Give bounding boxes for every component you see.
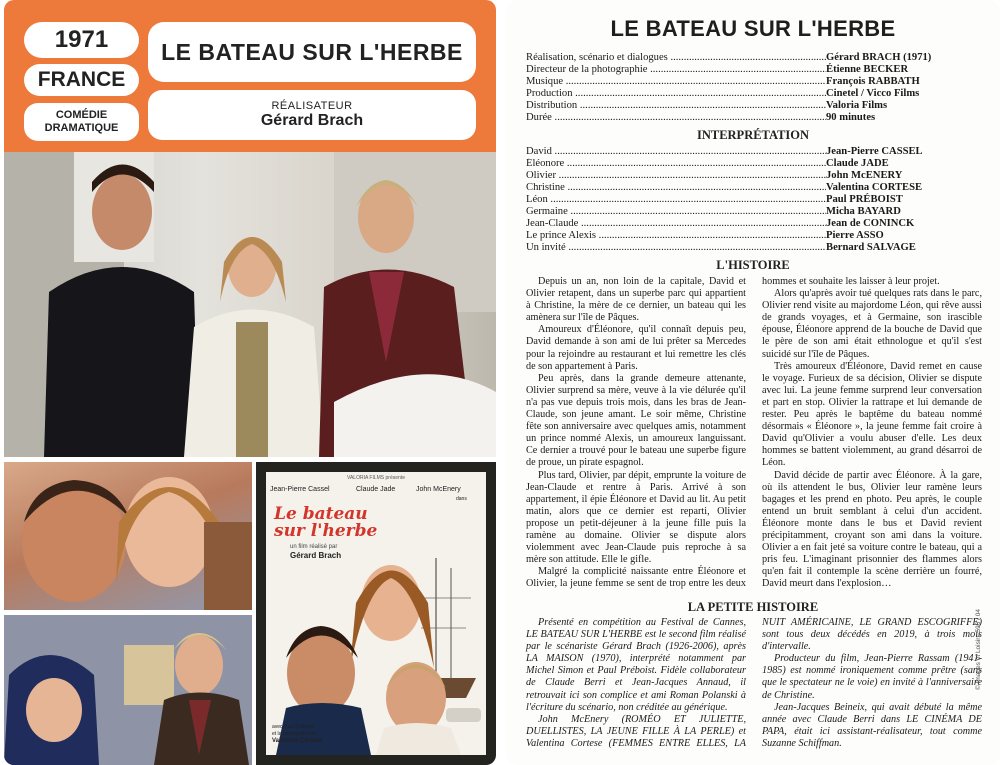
credit-role: Directeur de la photographie ..... [526, 64, 826, 76]
cast-role: Léon ..... [526, 194, 826, 206]
film-card-back [506, 0, 1000, 765]
cast-row [526, 230, 982, 242]
cast-role: Le prince Alexis ..... [526, 230, 826, 242]
story-paragraph: Peu après, dans la grande demeure attenante, Olivier surprend sa mère, veuve à la vie délurée qu'il n'a pas vue depuis trois mois, dans les bras de Jean-Claude, son jeune amant. Le soir même, Christine fête son anniversaire avec quelques amis, notamment un prince nommé Alexis, un amoureux languissant. Ce dernier a trouvé pour le bateau une superbe figure de proue, un pirate espagnol. [526, 372, 746, 469]
cast-row [526, 206, 982, 218]
trivia-paragraph: Producteur du film, Jean-Pierre Rassam (1941-1985) est nommé ironiquement comme prêtre (sans que le spectateur ne le voie) en invité à l'anniversaire de Christine. [762, 653, 982, 701]
film-still-couple-illustration [4, 462, 252, 610]
trivia-paragraph: John McEnery (ROMÉO ET JULIETTE, DUELLISTES, LA JEUNE FILLE À LA PERLE) et Valentina Cortese (FEMMES ENTRE ELLES, LA NUIT AMÉRICAINE, LE GRAND ESCOGRIFFE) sont tous deux décédés en 2019, à trois mois d'intervalle. [526, 617, 982, 749]
film-still-main [4, 152, 496, 457]
cast-actor: Bernard SALVAGE [826, 242, 916, 253]
poster-bottom-2: et la participation de [272, 731, 317, 737]
cast-actor: Pierre ASSO [826, 230, 884, 241]
poster-actor-2: Claude Jade [356, 486, 396, 493]
cast-role: Jean-Claude ..... [526, 218, 826, 230]
poster-banner: VALORIA FILMS présente [347, 475, 405, 481]
film-still-scarf-illustration [4, 615, 252, 765]
cast-role: David ..... [526, 146, 826, 158]
credit-name: Étienne BECKER [826, 64, 909, 75]
poster-title: Le bateau sur l'herbe [274, 504, 378, 541]
film-card-front [4, 0, 496, 765]
poster-director: Gérard Brach [290, 551, 342, 560]
story-paragraph: Plus tard, Olivier, par dépit, emprunte la voiture de Jean-Claude et rentre à Paris. Arrivé à son appartement, il épie Éléonore et David au lit. Au petit matin, alors que ce dernier est reparti, Olivier propose un petit-déjeuner à la jeune fille puis la ramène au domaine. Olivier se dispute alors violemment avec Jean-Claude puis reproche à sa mère son attitude. Elle le gifle. [526, 469, 746, 566]
credit-name: Valoria Films [826, 100, 888, 111]
credit-role: Durée ..... [526, 112, 826, 124]
director-box [148, 90, 476, 140]
film-still-scarf [4, 615, 252, 765]
cast-role: Germaine ..... [526, 206, 826, 218]
year-badge: 1971 [24, 22, 139, 58]
trivia-paragraph: Présenté en compétition au Festival de Cannes, LE BATEAU SUR L'HERBE est le second film réalisé par le scénariste Gérard Brach (1926-2006), après LA MAISON (1970), interprété notamment par Michel Simon et Paul Préboist. Fidèle collaborateur de Claude Berri et Jean-Jacques Annaud, il retrouvait ici son complice et ami Roman Polanski à l'écriture du scénario, non créditée au générique. [526, 617, 746, 713]
credit-row [526, 100, 982, 112]
credit-role: Réalisation, scénario et dialogues ..... [526, 52, 826, 64]
director-label: RÉALISATEUR [271, 100, 353, 112]
cast-heading: INTERPRÉTATION [696, 128, 810, 142]
story-paragraph: Amoureux d'Éléonore, qu'il connaît depuis peu, David demande à son ami de lui prêter sa Mercedes pour la rejoindre au restaurant et lui remettre les clés de son appartement à Paris. [526, 324, 746, 372]
story-paragraph: Très amoureux d'Éléonore, David remet en cause le voyage. Furieux de sa décision, Olivier se dispute avec lui. La jeune femme surprend leur conversation et part en stop. Olivier la rattrape et lui demande de rester. Peu après le baptême du bateau nommé désormais « Éléonore », la jeune femme fait croire à David qu'Olivier a voulu abuser d'elle. Les deux hommes se battent violemment, au grand désarroi de Léon. [762, 360, 982, 469]
credit-name: Cinetel / Vicco Films [826, 88, 920, 99]
card-header [4, 0, 496, 152]
story-paragraph: Malgré la complicité naissante entre Éléonore et Olivier, la jeune femme se sent de trop entre les deux hommes et souhaite les laisser à leur projet. [526, 276, 940, 590]
cast-row [526, 218, 982, 230]
story-text [526, 276, 982, 598]
cast-actor: Micha BAYARD [826, 206, 901, 217]
story-paragraph: David décide de partir avec Éléonore. À la gare, où ils attendent le bus, Olivier leur ramène leurs bagages et les prend en photo. Peu après, le couple entend un bruit semblant à celui d'un accident. Éléonore monte dans le bus et David revient précipitamment, croyant son ami dans la voiture. Olivier a en fait jeté sa voiture contre le bateau, qui a pris feu. L'imaginant prisonnier des flammes alors qu'en fait il contemple la scène derrière un fourré, David meurt dans l'explosion… [762, 469, 982, 590]
poster-bottom-3: Valentina Cortese [272, 738, 323, 744]
cast-actor: Claude JADE [826, 158, 889, 169]
credit-name: 90 minutes [826, 112, 876, 123]
trivia-text [526, 617, 982, 757]
cast-role: Christine ..... [526, 182, 826, 194]
poster-subtitle: un film réalisé par [290, 544, 338, 550]
cast-row [526, 170, 982, 182]
poster-actor-1: Jean-Pierre Cassel [270, 486, 330, 493]
film-still-main-illustration [4, 152, 496, 457]
credit-row [526, 76, 982, 88]
back-title: LE BATEAU SUR L'HERBE [610, 16, 896, 41]
copyright-notice: © Images et Loisirs 596 / 04 [975, 608, 982, 690]
film-poster [256, 462, 496, 765]
cast-row [526, 182, 982, 194]
trivia-heading: LA PETITE HISTOIRE [687, 600, 819, 614]
poster-dans: dans [456, 496, 467, 502]
credit-role: Production ..... [526, 88, 826, 100]
cast-role: Olivier ..... [526, 170, 826, 182]
credit-name: Gérard BRACH (1971) [826, 52, 932, 63]
cast-row [526, 194, 982, 206]
poster-actor-3: John McEnery [416, 486, 461, 493]
poster-artwork [266, 472, 486, 755]
country-badge: FRANCE [24, 64, 139, 96]
genre-badge: COMÉDIE DRAMATIQUE [24, 103, 139, 141]
trivia-paragraph: Jean-Jacques Beineix, qui avait débuté la même année avec Claude Berri dans LE CINÉMA DE PAPA, était ici assistant-réalisateur, tout comme Suzanne Schiffman. [762, 701, 982, 749]
credit-row [526, 52, 982, 64]
story-paragraph: Depuis un an, non loin de la capitale, David et Olivier retapent, dans un superbe parc qui appartient à Christine, la mère de ce dernier, un bateau qui les amènera sur l'île de Pâques. [526, 276, 746, 324]
credit-name: François RABBATH [826, 76, 920, 87]
poster-bottom-1: avec Paul Préboist [272, 724, 314, 730]
cast-actor: Paul PRÉBOIST [826, 194, 903, 205]
film-still-couple [4, 462, 252, 610]
credit-role: Musique ..... [526, 76, 826, 88]
cast-row [526, 158, 982, 170]
cast-actor: Jean-Pierre CASSEL [826, 146, 923, 157]
credit-row [526, 64, 982, 76]
story-heading: L'HISTOIRE [716, 258, 790, 272]
cast-row [526, 242, 982, 254]
cast-role: Éléonore ..... [526, 158, 826, 170]
credit-row [526, 88, 982, 100]
cast-actor: John McENERY [826, 170, 903, 181]
director-name: Gérard Brach [260, 112, 364, 129]
film-title: LE BATEAU SUR L'HERBE [148, 22, 476, 82]
cast-row [526, 146, 982, 158]
cast-role: Un invité ..... [526, 242, 826, 254]
cast-actor: Jean de CONINCK [826, 218, 915, 229]
cast-actor: Valentina CORTESE [826, 182, 923, 193]
credit-role: Distribution ..... [526, 100, 826, 112]
credit-row [526, 112, 982, 124]
story-paragraph: Alors qu'après avoir tué quelques rats dans le parc, Olivier rend visite au majordome Léon, qui rêve aussi de grands voyages, et à Germaine, son irascible épouse, Éléonore apprend de la bouche de David que le père de son ami était ethnologue et qu'il s'est suicidé sur l'île de Pâques. [762, 288, 982, 360]
